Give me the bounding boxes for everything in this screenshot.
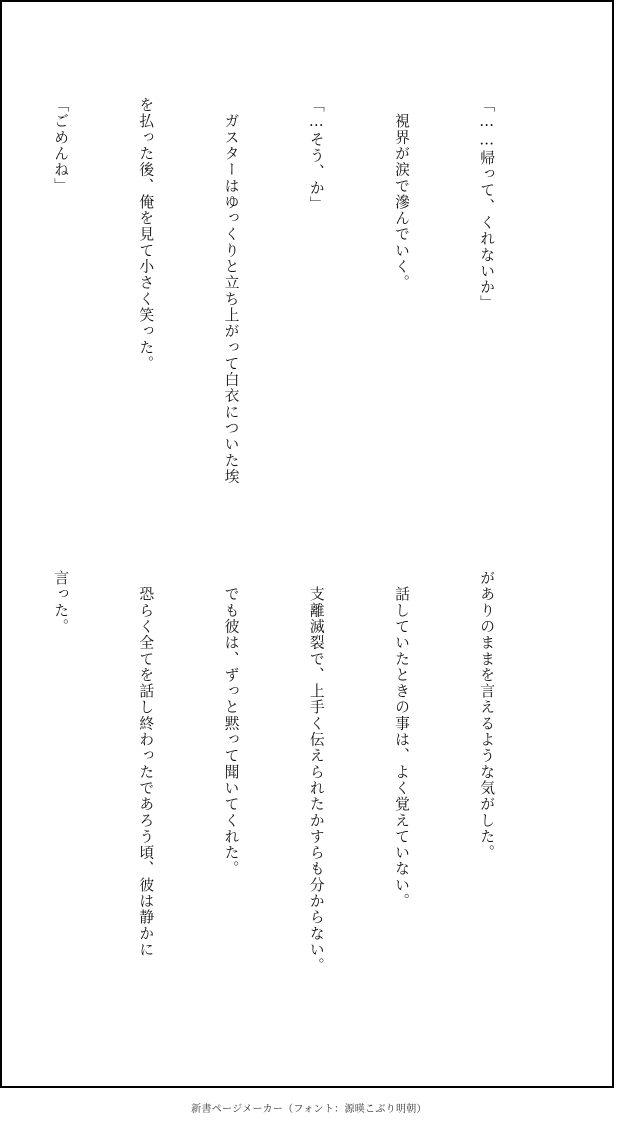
text-line: でも彼は、ずっと黙って聞いてくれた。 bbox=[222, 570, 240, 877]
text-line: 「……帰って、くれないか」 bbox=[478, 97, 496, 312]
text-line: 恐らく全てを話し終わったであろう頃、彼は静かに bbox=[137, 570, 155, 958]
text-column-bottom bbox=[0, 570, 557, 1010]
text-line: を払った後、俺を見て小さく笑った。 bbox=[137, 97, 155, 372]
text-column-top bbox=[0, 97, 557, 537]
footer-credit: 新書ページメーカー（フォント：源暎こぶり明朝） bbox=[191, 1104, 427, 1115]
text-line: 話していたときの事は、よく覚えていない。 bbox=[392, 570, 410, 910]
text-line: がありのままを言えるような気がした。 bbox=[478, 570, 496, 861]
text-line: 視界が涙で滲んでいく。 bbox=[392, 97, 410, 291]
text-line: 言った。 bbox=[52, 570, 70, 635]
text-line: 支離滅裂で、上手く伝えられたかすらも分からない。 bbox=[307, 570, 325, 974]
text-line: 「ごめんね」 bbox=[52, 97, 70, 194]
text-line: ガスターはゆっくりと立ち上がって白衣についた埃 bbox=[222, 97, 240, 485]
text-line: 「…そう、か」 bbox=[307, 97, 325, 213]
